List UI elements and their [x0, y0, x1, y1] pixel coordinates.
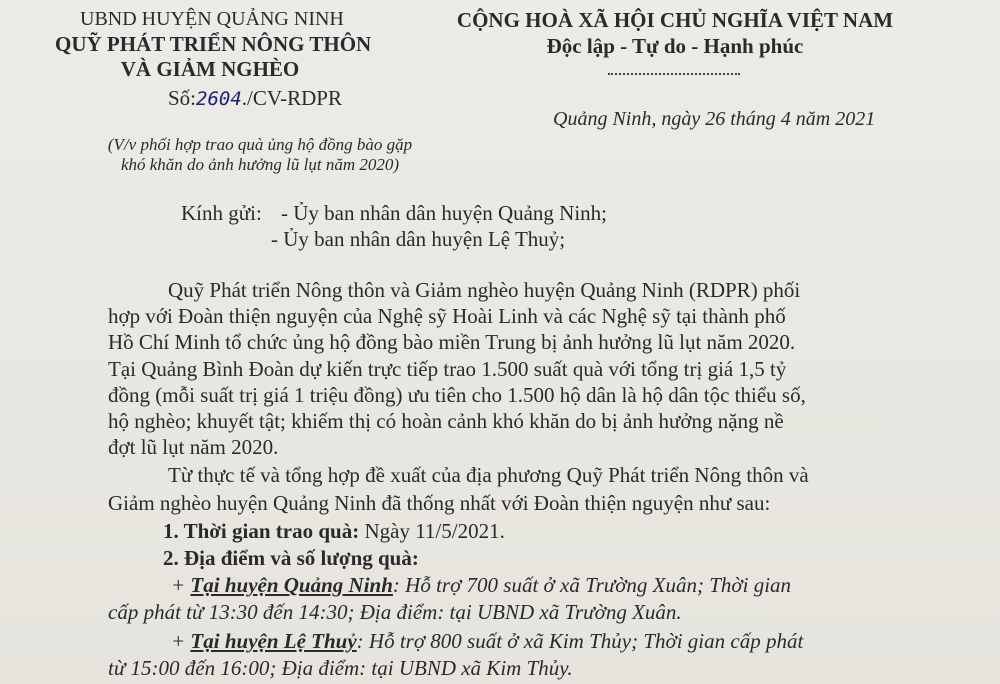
subject-line-2: khó khăn do ảnh hưởng lũ lụt năm 2020): [120, 155, 400, 174]
document-number-handwritten: 2604: [196, 88, 242, 110]
location2-line-1: [171, 630, 803, 653]
item1-value: Ngày 11/5/2021.: [359, 519, 505, 543]
location1-prefix: +: [171, 573, 191, 597]
subject-line-1: (V/v phối hợp trao quà ủng hộ đồng bào gặp: [107, 135, 413, 154]
location1-place: Tại huyện Quảng Ninh: [190, 573, 393, 597]
location2-place: Tại huyện Lệ Thuỷ: [190, 629, 357, 653]
paragraph1-line-4: Tại Quảng Bình Đoàn dự kiến trực tiếp trao 1.500 suất quà với tổng trị giá 1,5 tỷ: [108, 357, 787, 381]
location2-line-2: từ 15:00 đến 16:00; Địa điểm: tại UBND xã Kim Thủy.: [108, 656, 573, 680]
recipient-item-1: - Ủy ban nhân dân huyện Quảng Ninh;: [281, 201, 608, 225]
agency-parent: UBND HUYỆN QUẢNG NINH: [80, 8, 344, 30]
paragraph1-line-7: đợt lũ lụt năm 2020.: [108, 435, 279, 459]
paragraph1-line-3: Hồ Chí Minh tổ chức ủng hộ đồng bào miền Trung bị ảnh hưởng lũ lụt năm 2020.: [108, 330, 796, 354]
motto-underline: [608, 73, 740, 75]
national-motto: Độc lập - Tự do - Hạnh phúc: [546, 34, 804, 58]
national-title: CỘNG HOÀ XÃ HỘI CHỦ NGHĨA VIỆT NAM: [456, 8, 894, 32]
document-number-prefix: Số:: [168, 86, 197, 110]
item2-location-heading: 2. Địa điểm và số lượng quà:: [163, 546, 419, 570]
paragraph2-line-1: Từ thực tế và tổng hợp đề xuất của địa phương Quỹ Phát triển Nông thôn và: [168, 463, 809, 487]
agency-name-line1: QUỸ PHÁT TRIỂN NÔNG THÔN: [55, 32, 372, 56]
place-date: Quảng Ninh, ngày 26 tháng 4 năm 2021: [553, 108, 876, 130]
item1-time: [163, 520, 505, 543]
location2-details: : Hỗ trợ 800 suất ở xã Kim Thủy; Thời gian cấp phát: [356, 629, 804, 653]
item1-label: 1. Thời gian trao quà:: [163, 519, 360, 543]
recipients-label: Kính gửi:: [181, 201, 262, 225]
paragraph2-line-2: Giảm nghèo huyện Quảng Ninh đã thống nhất với Đoàn thiện nguyện như sau:: [108, 491, 771, 515]
location1-line-2: cấp phát từ 13:30 đến 14:30; Địa điểm: tại UBND xã Trường Xuân.: [108, 600, 682, 624]
paragraph1-line-1: Quỹ Phát triển Nông thôn và Giảm nghèo huyện Quảng Ninh (RDPR) phối: [168, 278, 801, 302]
paragraph1-line-5: đồng (mỗi suất trị giá 1 triệu đồng) ưu tiên cho 1.500 hộ dân là hộ dân tộc thiểu số,: [108, 383, 806, 407]
location1-details: : Hỗ trợ 700 suất ở xã Trường Xuân; Thời gian: [392, 573, 792, 597]
location1-line-1: [171, 574, 791, 597]
paragraph1-line-6: hộ nghèo; khuyết tật; khiếm thị có hoàn cảnh khó khăn do bị ảnh hưởng nặng nề: [108, 409, 784, 433]
recipient-item-2: - Ủy ban nhân dân huyện Lệ Thuỷ;: [271, 227, 566, 251]
location2-prefix: +: [171, 629, 191, 653]
document-number-suffix: ./CV-RDPR: [241, 86, 342, 110]
agency-name-line2: VÀ GIẢM NGHÈO: [120, 57, 300, 81]
document-number: [168, 86, 342, 111]
paragraph1-line-2: hợp với Đoàn thiện nguyện của Nghệ sỹ Hoài Linh và các Nghệ sỹ tại thành phố: [108, 304, 786, 328]
